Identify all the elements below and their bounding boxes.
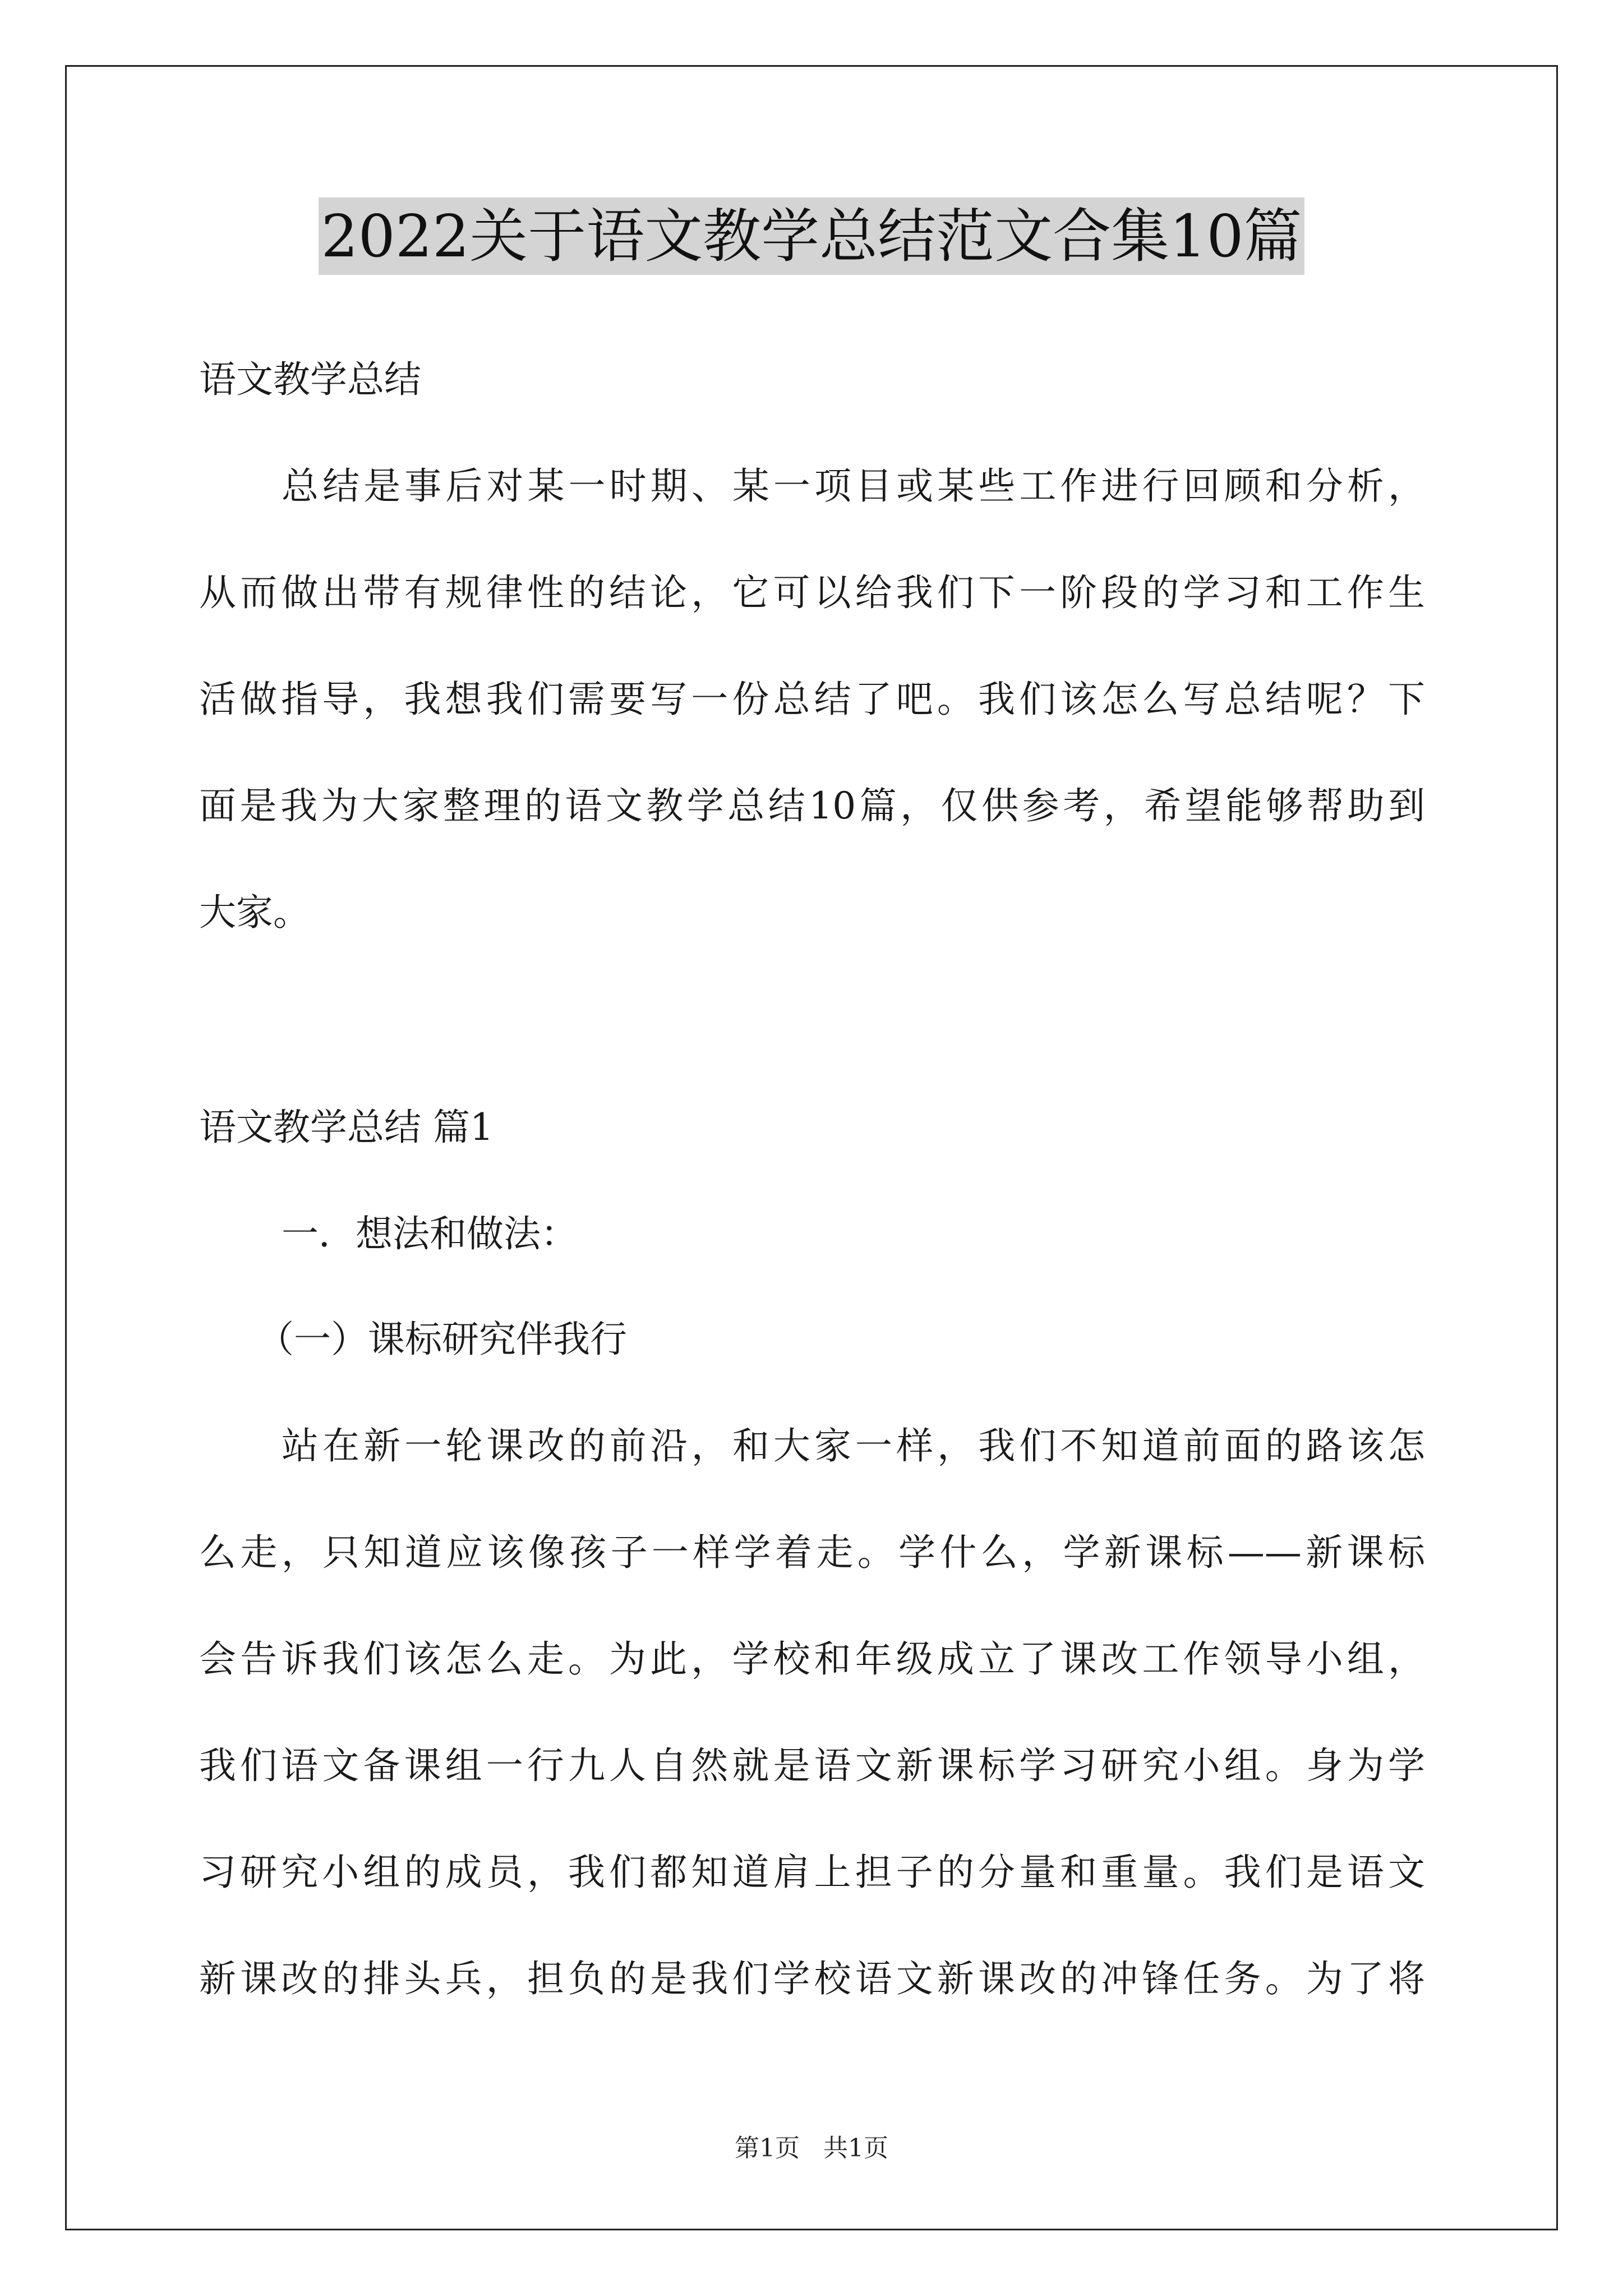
paragraph-line: 面是我为大家整理的语文教学总结10篇，仅供参考，希望能够帮助到 (199, 784, 1425, 827)
paragraph-line: 习研究小组的成员，我们都知道肩上担子的分量和重量。我们是语文 (199, 1851, 1425, 1894)
subsection-heading: 一．想法和做法： (282, 1212, 578, 1255)
paragraph-line: 新课改的排头兵，担负的是我们学校语文新课改的冲锋任务。为了将 (199, 1957, 1425, 2000)
paragraph-line: 总结是事后对某一时期、某一项目或某些工作进行回顾和分析， (282, 464, 1425, 508)
title-container (0, 197, 1623, 275)
subsection-heading: （一）课标研究伴我行 (257, 1318, 627, 1361)
chapter-heading: 语文教学总结 篇1 (199, 1106, 494, 1149)
paragraph-line: 活做指导，我想我们需要写一份总结了吧。我们该怎么写总结呢？下 (199, 678, 1425, 721)
paragraph-line: 大家。 (199, 891, 310, 934)
section-heading: 语文教学总结 (199, 358, 421, 401)
paragraph-line: 会告诉我们该怎么走。为此，学校和年级成立了课改工作领导小组， (199, 1637, 1425, 1681)
document-title: 2022关于语文教学总结范文合集10篇 (319, 197, 1304, 275)
paragraph-line: 我们语文备课组一行九人自然就是语文新课标学习研究小组。身为学 (199, 1744, 1425, 1787)
page-footer: 第1页 共1页 (735, 2134, 888, 2162)
paragraph-line: 站在新一轮课改的前沿，和大家一样，我们不知道前面的路该怎 (282, 1424, 1425, 1467)
paragraph-line: 么走，只知道应该像孩子一样学着走。学什么，学新课标——新课标 (199, 1531, 1425, 1574)
paragraph-line: 从而做出带有规律性的结论，它可以给我们下一阶段的学习和工作生 (199, 571, 1425, 614)
